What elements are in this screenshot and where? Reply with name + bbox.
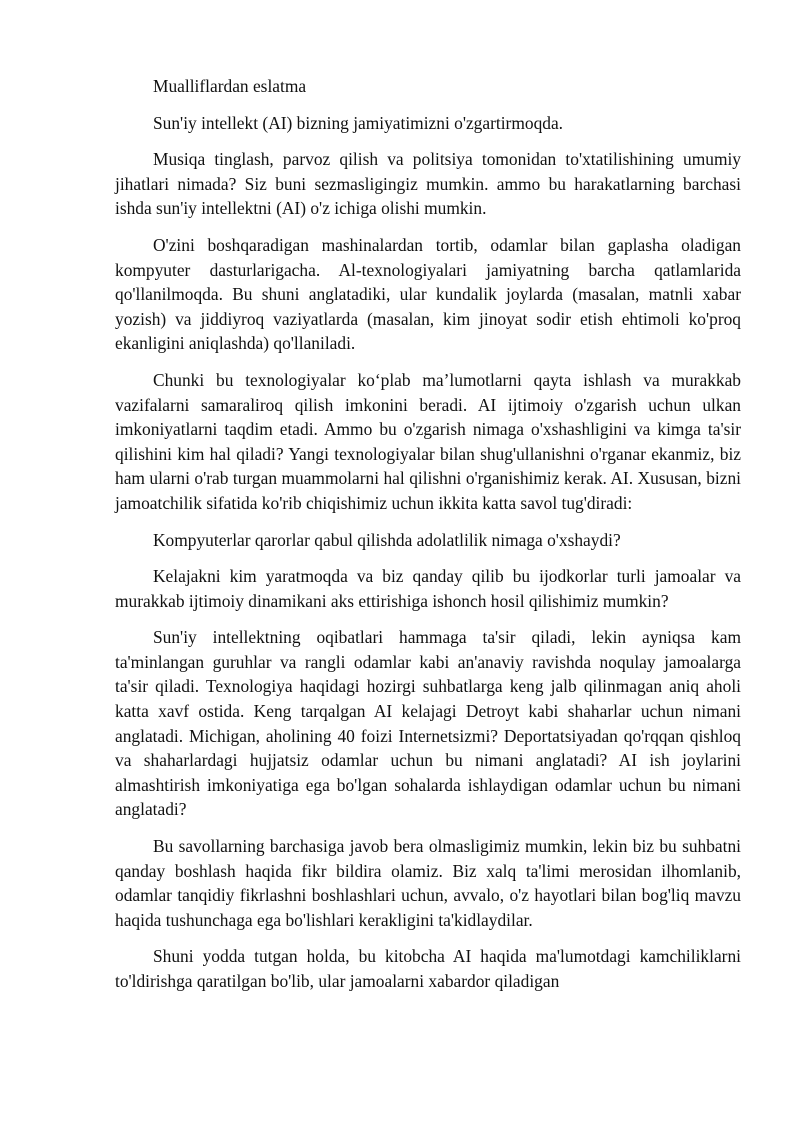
paragraph: Bu savollarning barchasiga javob bera olmasligimiz mumkin, lekin biz bu suhbatni qanday boshlash haqida fikr bildira olamiz. Biz xalq ta'limi merosidan ilhomlanib, odamlar tanqidiy fikrlashni boshlashlari uchun, avvalo, o'z hayotlari bilan bog'liq mavzu haqida tushunchaga ega bo'lishlari kerakligini ta'kidlaydilar. [115, 836, 741, 930]
paragraph: O'zini boshqaradigan mashinalardan tortib, odamlar bilan gaplasha oladigan kompyuter dasturlarigacha. Al-texnologiyalari jamiyatning barcha qatlamlarida qo'llanilmoqda. Bu shuni anglatadiki, ular kundalik joylarda (masalan, matnli xabar yozish) va jiddiyroq vaziyatlarda (masalan, kim jinoyat sodir etish ehtimoli ko'proq ekanligini aniqlashda) qo'llaniladi. [115, 234, 741, 354]
paragraph: Sun'iy intellektning oqibatlari hammaga ta'sir qiladi, lekin ayniqsa kam ta'minlangan guruhlar va rangli odamlar kabi an'anaviy ravishda noqulay jamoalarga ta'sir qiladi. Texnologiya haqidagi hozirgi suhbatlarga keng jalb qilinmagan aniq aholi katta xavf ostida. Keng tarqalgan AI kelajagi Detroyt kabi shaharlar uchun nimani anglatadi. Michigan, aholining 40 foizi Internetsizmi? Deportatsiyadan qo'rqqan qishloq va shaharlardagi hujjatsiz odamlar uchun bu nimani anglatadi? AI ish joylarini almashtirish imkoniyatiga ega bo'lgan sohalarda ishlaydigan odamlar uchun bu nimani anglatadi? [115, 627, 741, 820]
question-paragraph: Kelajakni kim yaratmoqda va biz qanday qilib bu ijodkorlar turli jamoalar va murakkab ijtimoiy dinamikani aks ettirishiga ishonch hosil qilishimiz mumkin? [115, 566, 741, 611]
paragraph: Shuni yodda tutgan holda, bu kitobcha AI haqida ma'lumotdagi kamchiliklarni to'ldirishga qaratilgan bo'lib, ular jamoalarni xabardor qiladigan [115, 946, 741, 991]
paragraph: Chunki bu texnologiyalar ko‘plab ma’lumotlarni qayta ishlash va murakkab vazifalarni samaraliroq qilish imkonini beradi. AI ijtimoiy o'zgarish uchun ulkan imkoniyatlarni taqdim etadi. Ammo bu o'zgarish nimaga o'xshashligini va kimga ta'sir qilishini kim hal qiladi? Yangi texnologiyalar bilan shug'ullanishni o'rganar ekanmiz, biz ham ularni o'rab turgan muammolarni hal qilishni o'rganishimiz kerak. AI. Xususan, bizni jamoatchilik sifatida ko'rib chiqishimiz uchun ikkita katta savol tug'diradi: [115, 369, 741, 513]
document-body [115, 74, 741, 1006]
paragraph: Sun'iy intellekt (AI) bizning jamiyatimizni o'zgartirmoqda. [153, 112, 564, 133]
document-heading: Mualliflardan eslatma [153, 76, 307, 96]
question-paragraph: Kompyuterlar qarorlar qabul qilishda adolatlilik nimaga o'xshaydi? [153, 529, 621, 550]
paragraph: Musiqa tinglash, parvoz qilish va politsiya tomonidan to'xtatilishining umumiy jihatlari nimada? Siz buni sezmasligingiz mumkin. ammo bu harakatlarning barchasi ishda sun'iy intellektni (AI) o'z ichiga olishi mumkin. [115, 149, 741, 219]
